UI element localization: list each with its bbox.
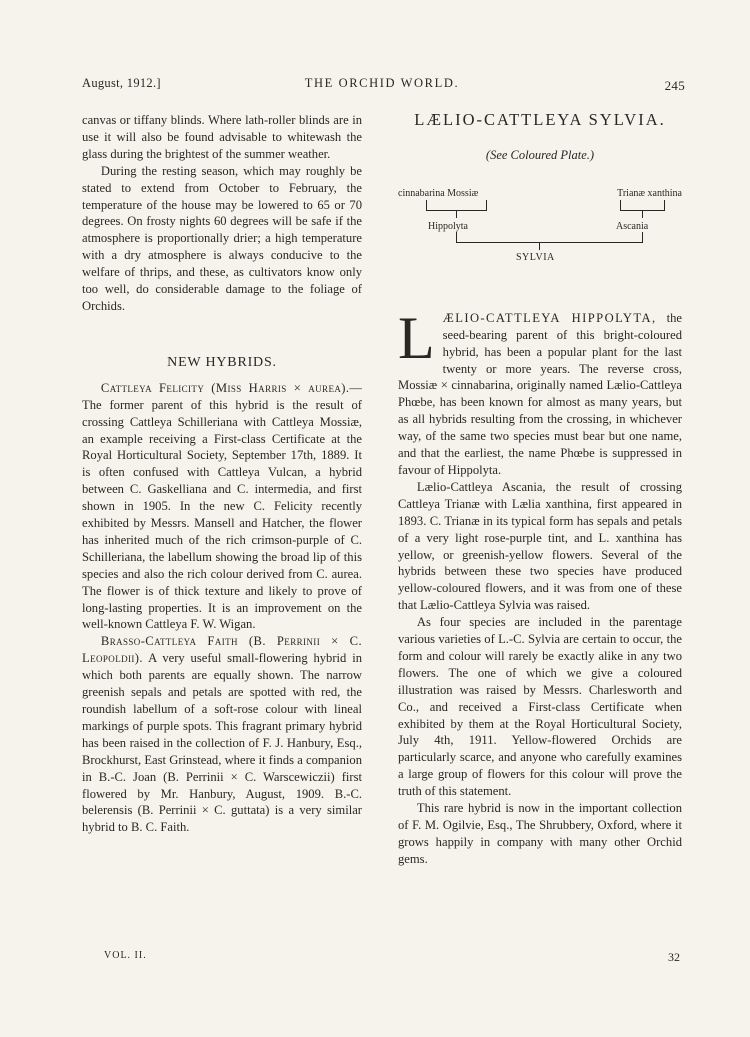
lead-in: ÆLIO-CATTLEYA HIPPOLYTA, — [442, 310, 657, 325]
paragraph: LÆLIO-CATTLEYA HIPPOLYTA, the seed-bearing parent of this bright-coloured hybrid, has been a popular plant for the last twenty or more years. The reverse cross, Mossiæ × cinnabarina, originally named Lælio-Cattleya Phœbe, has been known for almost as many years, but as all hybrids resulting from the crossing, in whichever way, of the same two species must bear but one name, and that the earliest, the name Phœbe is suppressed in favour of Hippolyta. — [398, 304, 682, 477]
hybrid-name: Cattleya Felicity (Miss Harris × aurea). — [100, 380, 350, 395]
hybrid-name: Brasso-Cattleya Faith (B. Perrinii × C. Leopoldii). — [82, 634, 362, 666]
volume-mark: VOL. II. — [104, 950, 147, 961]
pedigree-hybrid: Hippolyta — [428, 220, 468, 232]
page-number: 245 — [664, 78, 685, 93]
pedigree-hybrid: Ascania — [616, 220, 649, 232]
left-column — [82, 112, 362, 836]
paragraph: canvas or tiffany blinds. Where lath-roller blinds are in use it will also be found advisable to whitewash the glass during the brightest of the summer weather. — [82, 113, 362, 161]
article-title: LÆLIO-CATTLEYA SYLVIA. — [414, 110, 666, 129]
running-head — [82, 76, 685, 96]
paragraph: Lælio-Cattleya Ascania, the result of crossing Cattleya Trianæ with Lælia xanthina, first appeared in 1893. C. Trianæ in its typical form has sepals and petals of a very light rose-purple tint, and L. xanthina has yellow, or greenish-yellow flowers. Several of the hybrids between these two species have produced yellow-coloured flowers, and it was from one of these that Lælio-Cattleya Sylvia was raised. — [398, 479, 682, 613]
pedigree-parent: cinnabarina Mossiæ — [398, 187, 479, 199]
journal-title: THE ORCHID WORLD. — [304, 76, 460, 90]
pedigree-result: SYLVIA — [516, 251, 555, 263]
paragraph: During the resting season, which may roughly be stated to extend from October to February, the temperature of the house may be lowered to 65 or 70 degrees. On frosty nights 60 degrees will be safe if the atmosphere is proportionally drier; a high temperature with a dry atmosphere is always conducive to the welfare of thrips, and these, as cultivators know only too well, do considerable damage to the foliage of Orchids. — [82, 163, 362, 313]
paragraph: As four species are included in the parentage various varieties of L.-C. Sylvia are certain to occur, the form and colour will rarely be exactly alike in any two flowers. The one of which we give a coloured illustration was raised by Messrs. Charlesworth and Co., and received a First-class Certificate when exhibited by them at the Royal Horticultural Society, July 4th, 1911. Yellow-flowered Orchids are particularly scarce, and anyone who carefully examines a large group of flowers for this colour will prove the truth of this statement. — [398, 615, 682, 799]
signature-mark: 32 — [668, 950, 680, 964]
pedigree-diagram — [398, 186, 682, 286]
drop-cap: L — [398, 304, 435, 371]
hybrid-description: A very useful small-flowering hybrid in which both parents are equally shown. The narrow greenish sepals and petals are spotted with red, the roundish labellum of a soft-rose colour with lineal markings of purple spots. This fragrant primary hybrid has been raised in the collection of F. J. Hanbury, Esq., Brockhurst, East Grinstead, where it finds a companion in B.-C. Joan (B. Perrinii × C. Warscewiczii) first flowered by Mr. Hanbury, August, 1909. B.-C. belerensis (B. Perrinii × C. guttata) is a very similar hybrid to B. C. Faith. — [82, 651, 362, 835]
issue-date: August, 1912.] — [82, 76, 161, 90]
pedigree-parent: Trianæ xanthina — [617, 187, 682, 199]
hybrid-entry — [82, 633, 362, 836]
paragraph: This rare hybrid is now in the important collection of F. M. Ogilvie, Esq., The Shrubbery, Oxford, where it grows happily in company with many other Orchid gems. — [398, 801, 682, 866]
section-heading: NEW HYBRIDS. — [167, 354, 277, 370]
right-column — [398, 112, 682, 868]
hybrid-description: —The former parent of this hybrid is the result of crossing Cattleya Schilleriana with Cattleya Mossiæ, an example receiving a First-class Certificate at the Royal Horticultural Society, September 17th, 1889. It is often confused with Cattleya Vulcan, a hybrid between C. Gaskelliana and C. intermedia, and first shown in 1905. In the new C. Felicity recently exhibited by Messrs. Mansell and Hatcher, the flower has inherited much of the rich crimson-purple of C. Schilleriana, the labellum showing the broad lip of this species and also the rich colour derived from C. aurea. The flower is of thick texture and likely to prove of long-lasting properties. It is an improvement on the well-known Cattleya F. W. Wigan. — [82, 380, 362, 632]
hybrid-entry — [82, 380, 362, 634]
plate-reference: (See Coloured Plate.) — [485, 147, 595, 162]
